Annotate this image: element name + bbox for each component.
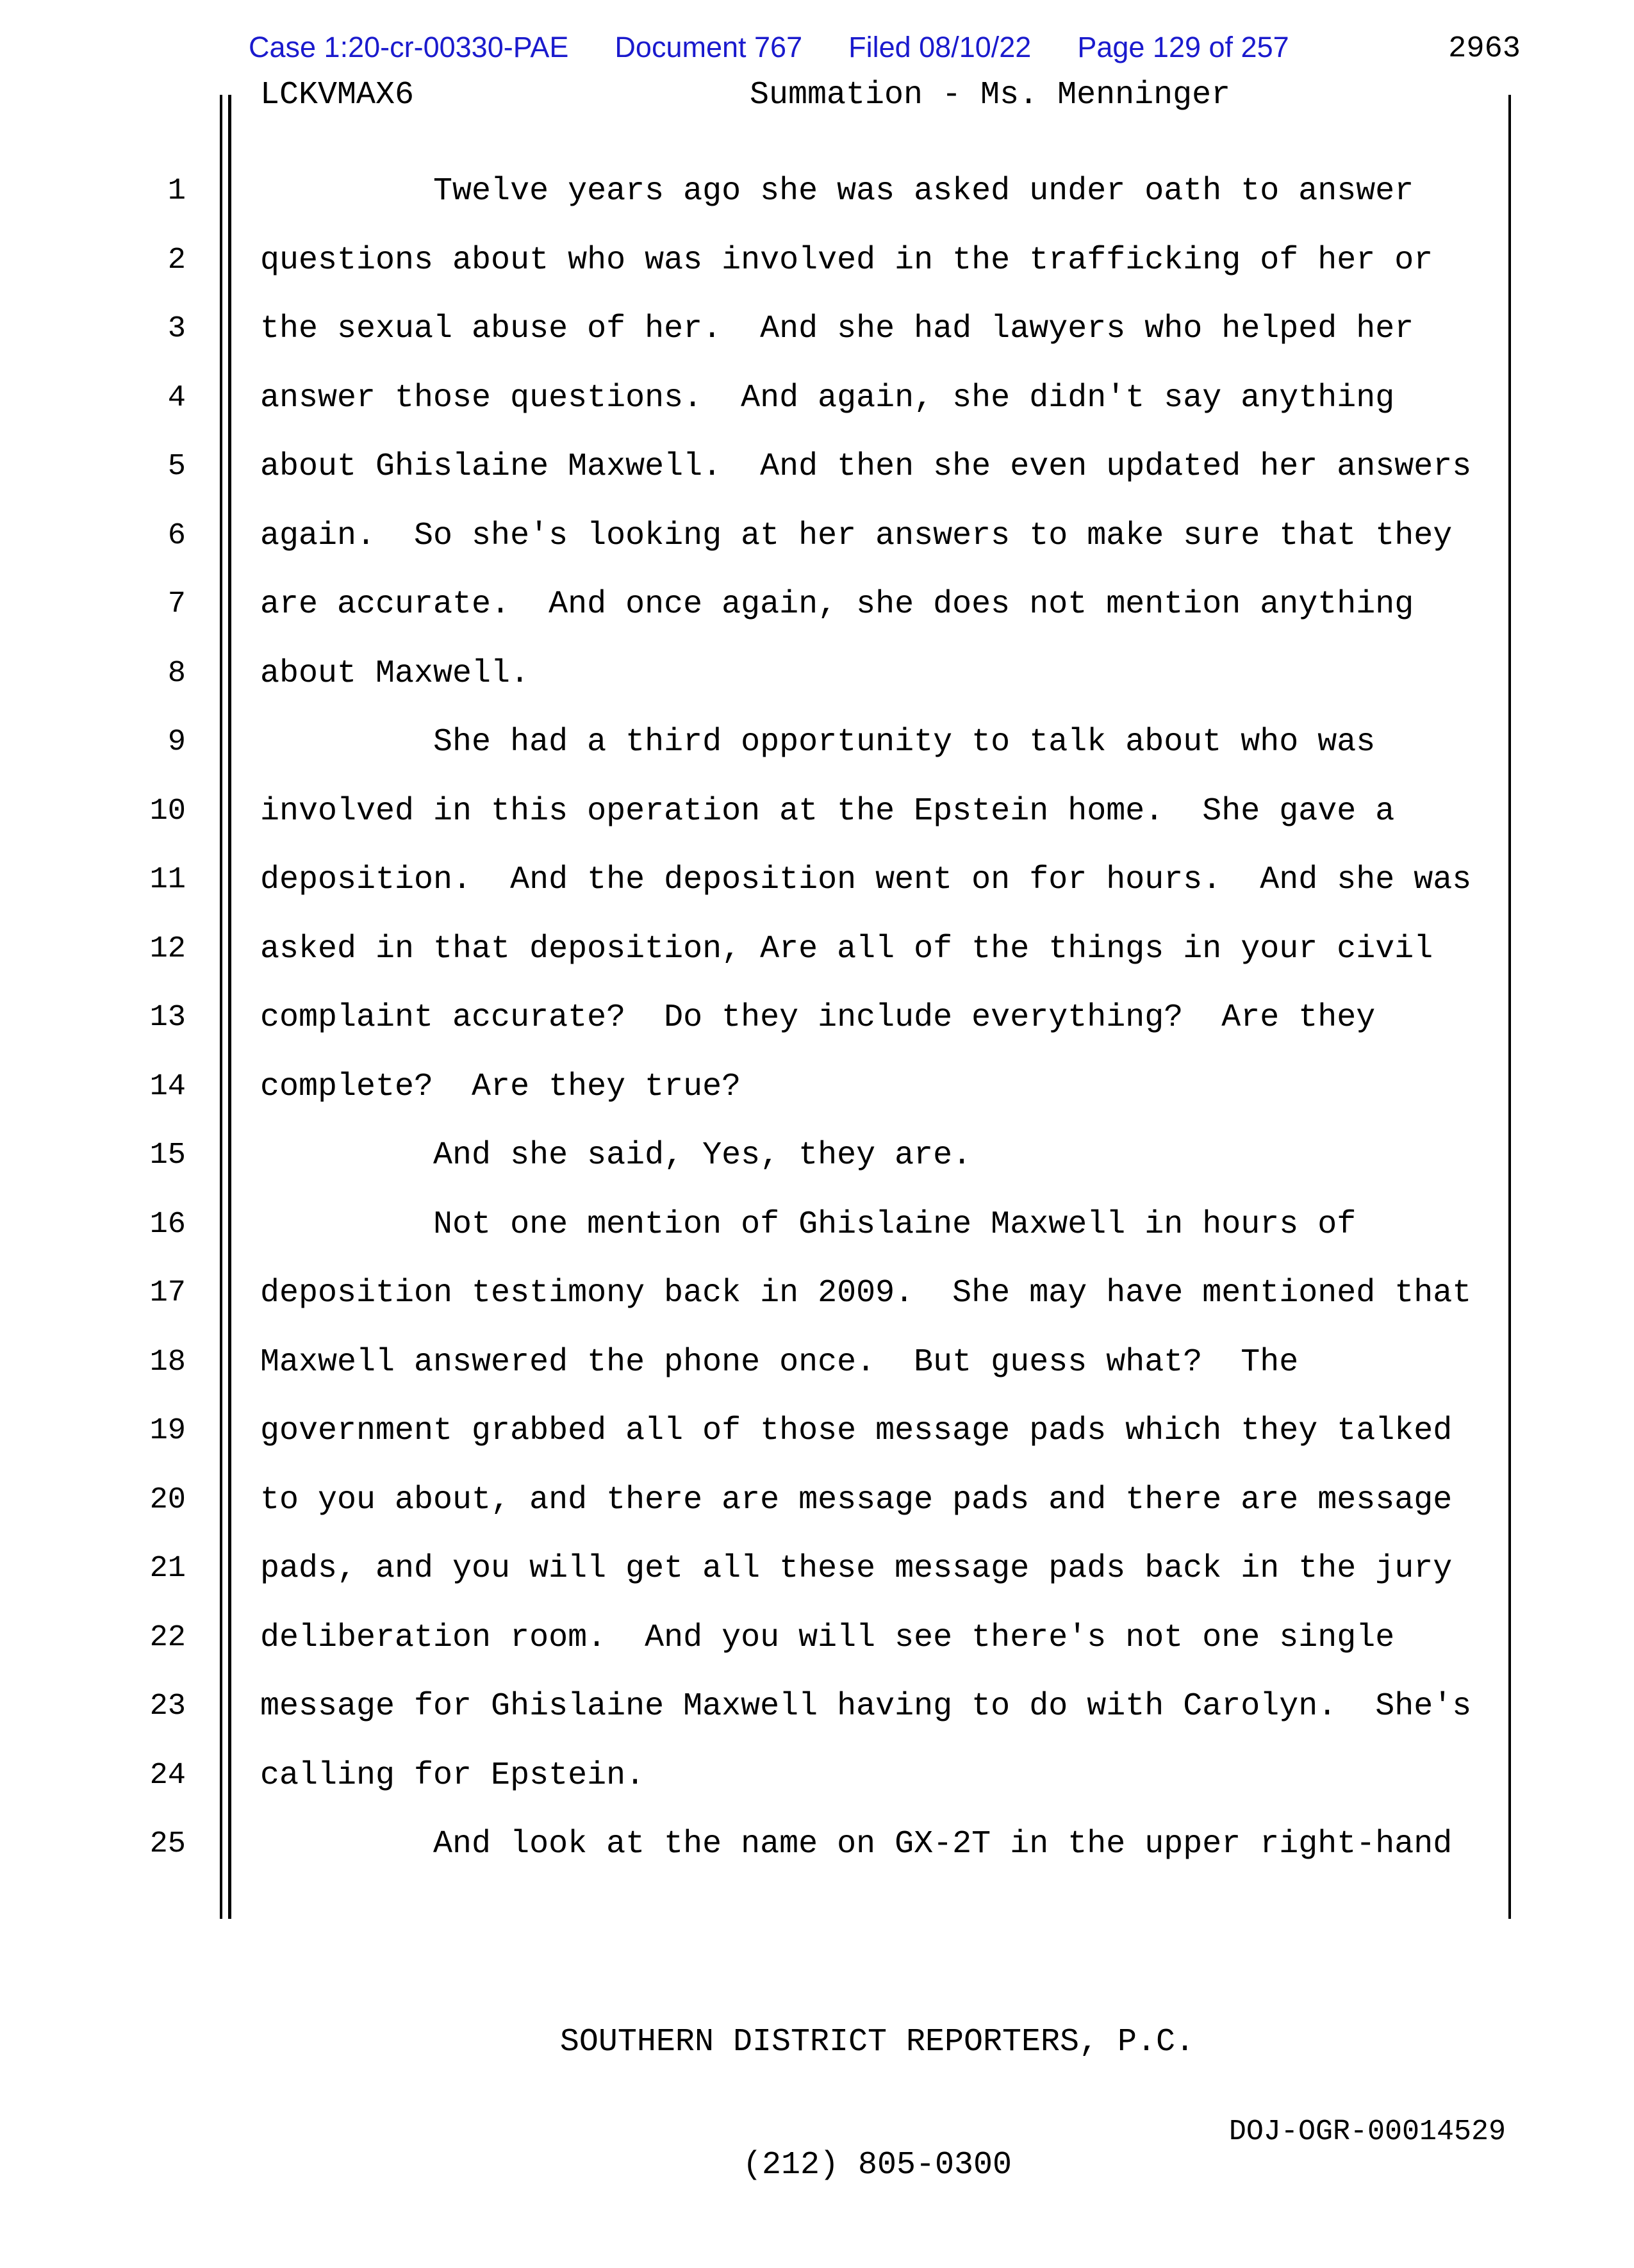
line-number: 7 xyxy=(167,588,186,621)
transcript-line xyxy=(0,1826,1634,1895)
line-text: Not one mention of Ghislaine Maxwell in hours of xyxy=(260,1206,1357,1243)
line-text: pads, and you will get all these message pads back in the jury xyxy=(260,1550,1453,1587)
transcript-line xyxy=(0,1688,1634,1757)
bates-number: DOJ-OGR-00014529 xyxy=(1228,2116,1506,2148)
line-text: deposition. And the deposition went on for hours. And she was xyxy=(260,862,1472,898)
ecf-stamp xyxy=(249,31,1289,64)
transcript-line xyxy=(0,793,1634,862)
transcript-line xyxy=(0,1550,1634,1620)
transcript-line xyxy=(0,1069,1634,1138)
transcript-line xyxy=(0,655,1634,725)
line-number: 5 xyxy=(167,450,186,484)
transcript-line xyxy=(0,1275,1634,1344)
transcript-line xyxy=(0,931,1634,1000)
line-number: 18 xyxy=(149,1345,186,1379)
stamp-case-number: Case 1:20-cr-00330-PAE xyxy=(249,31,569,63)
transcript-line xyxy=(0,586,1634,655)
line-text: about Maxwell. xyxy=(260,655,530,692)
reporter-phone: (212) 805-0300 xyxy=(742,2147,1012,2183)
line-number: 20 xyxy=(149,1483,186,1517)
line-text: Twelve years ago she was asked under oath to answer xyxy=(260,173,1414,210)
line-text: are accurate. And once again, she does not mention anything xyxy=(260,586,1414,623)
line-number: 15 xyxy=(149,1138,186,1172)
line-text: to you about, and there are message pads and there are message xyxy=(260,1481,1453,1518)
line-number: 4 xyxy=(167,381,186,415)
line-number: 8 xyxy=(167,656,186,691)
transcript-line xyxy=(0,1757,1634,1827)
line-number: 1 xyxy=(167,174,186,208)
transcript-line xyxy=(0,724,1634,793)
line-text: involved in this operation at the Epstein home. She gave a xyxy=(260,793,1395,830)
line-number: 9 xyxy=(167,725,186,759)
transcript-line xyxy=(0,311,1634,380)
transcript-line xyxy=(0,380,1634,449)
line-text: asked in that deposition, Are all of the things in your civil xyxy=(260,930,1433,967)
transcript-line xyxy=(0,173,1634,242)
transcript-line xyxy=(0,999,1634,1069)
line-text: again. So she's looking at her answers to make sure that they xyxy=(260,517,1453,554)
transcript-line xyxy=(0,1620,1634,1689)
line-number: 24 xyxy=(149,1758,186,1793)
line-number: 12 xyxy=(149,932,186,966)
line-number: 22 xyxy=(149,1620,186,1655)
stamp-page-of: Page 129 of 257 xyxy=(1077,31,1289,63)
transcript-line xyxy=(0,862,1634,931)
reporter-name: SOUTHERN DISTRICT REPORTERS, P.C. xyxy=(559,2024,1195,2060)
line-text: questions about who was involved in the trafficking of her or xyxy=(260,242,1433,279)
line-text: And she said, Yes, they are. xyxy=(260,1137,972,1174)
reporter-footer xyxy=(291,1940,1464,2268)
transcript-line xyxy=(0,1413,1634,1482)
line-number: 25 xyxy=(149,1827,186,1861)
line-text: government grabbed all of those message pads which they talked xyxy=(260,1413,1453,1449)
line-number: 10 xyxy=(149,794,186,828)
line-text: complaint accurate? Do they include everything? Are they xyxy=(260,999,1376,1036)
transcript-line xyxy=(0,1206,1634,1276)
line-number: 16 xyxy=(149,1207,186,1242)
line-text: Maxwell answered the phone once. But guess what? The xyxy=(260,1344,1299,1381)
line-number: 23 xyxy=(149,1689,186,1723)
line-text: And look at the name on GX-2T in the upper right-hand xyxy=(260,1826,1453,1862)
transcript-line xyxy=(0,1137,1634,1206)
line-number: 6 xyxy=(167,518,186,553)
page-title: Summation - Ms. Menninger xyxy=(750,77,1231,113)
stamp-document-number: Document 767 xyxy=(615,31,803,63)
transcript-line xyxy=(0,448,1634,518)
line-text: deliberation room. And you will see there's not one single xyxy=(260,1619,1395,1656)
transcript-line xyxy=(0,1344,1634,1413)
line-text: about Ghislaine Maxwell. And then she even updated her answers xyxy=(260,448,1472,485)
line-text: the sexual abuse of her. And she had lawyers who helped her xyxy=(260,311,1414,347)
transcript-body xyxy=(0,173,1634,1895)
stamp-filed-date: Filed 08/10/22 xyxy=(848,31,1032,63)
transcript-line xyxy=(0,518,1634,587)
line-number: 3 xyxy=(167,312,186,346)
session-code: LCKVMAX6 xyxy=(260,77,415,113)
line-number: 11 xyxy=(149,863,186,897)
line-text: message for Ghislaine Maxwell having to do with Carolyn. She's xyxy=(260,1688,1472,1725)
line-number: 17 xyxy=(149,1276,186,1310)
line-number: 21 xyxy=(149,1552,186,1586)
line-text: She had a third opportunity to talk about who was xyxy=(260,724,1376,760)
line-text: complete? Are they true? xyxy=(260,1068,741,1105)
transcript-page-number: 2963 xyxy=(1448,32,1521,66)
line-text: deposition testimony back in 2009. She may have mentioned that xyxy=(260,1275,1472,1311)
line-number: 19 xyxy=(149,1414,186,1448)
transcript-line xyxy=(0,1482,1634,1551)
line-text: answer those questions. And again, she didn't say anything xyxy=(260,379,1395,416)
line-number: 2 xyxy=(167,243,186,277)
transcript-line xyxy=(0,242,1634,311)
line-number: 13 xyxy=(149,1001,186,1035)
line-number: 14 xyxy=(149,1069,186,1104)
line-text: calling for Epstein. xyxy=(260,1757,645,1794)
